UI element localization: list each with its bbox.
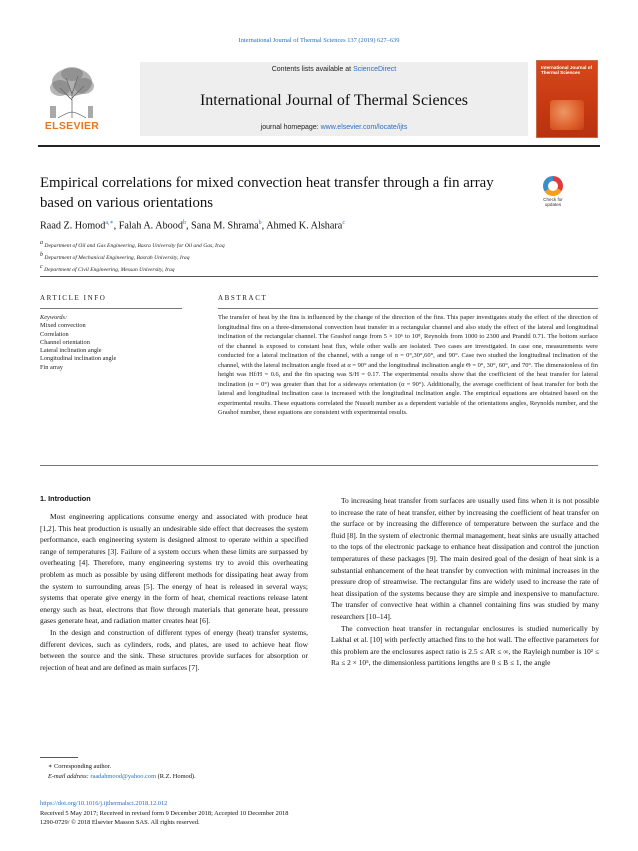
- affiliation-item: [40, 239, 225, 251]
- author-list: Raad Z. Homod$^{a,∗}$, Falah A. Abood$^b$, Sana M. Shrama$^b$, Ahmed K. Alshara$^c$: [40, 220, 345, 232]
- sciencedirect-link[interactable]: ScienceDirect: [353, 66, 397, 73]
- keyword-item: Fin array: [40, 363, 63, 371]
- author-name[interactable]: Ahmed K. Alshara: [266, 220, 343, 232]
- cover-title: International Journal of Thermal Sciences: [541, 65, 593, 76]
- contents-prefix: Contents lists available at: [271, 66, 354, 73]
- body-paragraph: Most engineering applications consume energy and associated with produce heat [1,2]. This heat production is usually an undesirable side effect that decreases the system performance, each engineering system is designed almost to operate within a specified range of temperatures [3]. Failure of a system occurs when these limits are surpassed by overheating [4]. Therefore, many engineering systems try to avoid this overheating problem as much as possible by using different methods for dissipating heat away from the system to surrounding areas [5]. The energy of heat is released in several ways; systems that operate give energy in the form of heat, chemical reactions release latent energy such as heat, electrons that flow through materials that generate heat, pressure gases generate heat, and radiation matter creates heat [6].: [40, 512, 308, 626]
- keyword-item: Mixed convection: [40, 322, 86, 330]
- body-column-right: [331, 495, 599, 669]
- abstract-divider: [218, 308, 598, 309]
- contents-line: [140, 66, 528, 73]
- author-email-link[interactable]: raadahmood@yahoo.com: [90, 772, 157, 780]
- footnote-divider: [40, 757, 78, 758]
- email-label: E-mail address:: [48, 772, 91, 780]
- affiliation-mark: a: [40, 240, 43, 246]
- article-info-heading: ARTICLE INFO: [40, 294, 107, 302]
- author-affiliation-mark[interactable]: b: [182, 220, 186, 226]
- affiliation-text: Department of Mechanical Engineering, Basrah University, Iraq: [44, 255, 190, 262]
- author-name[interactable]: Falah A. Abood: [118, 220, 183, 232]
- affiliation-divider: [40, 276, 598, 277]
- doi-link[interactable]: https://doi.org/10.1016/j.ijthermalsci.2018.12.012: [40, 800, 168, 807]
- masthead: [38, 60, 600, 140]
- body-paragraph: To increasing heat transfer from surfaces are usually used fins when it is not possible to increase the rate of heat transfer, either by increasing the coefficient of heat transfer on the surface or by increasing the difference of temperature between the surface and the fluid [8]. In the system of electronic thermal management, heat sinks are usually attached to the tops of the electronic package to enhance heat dissipation and control the junction temperatures of these packages [9]. The main desired goal of the design of heat sink is a substantial enhancement of the heat transfer by convection with minimal increases in the pressure drop of streamwise. The rectangular fins are widely used to increase the rate of heat dissipation of the systems because they are simple and inexpensive to manufacture. The transfer of convective heat within a channel containing fins was studied by many researchers [10–14].: [331, 496, 599, 621]
- body-paragraph: The convection heat transfer in rectangular enclosures is studied numerically by Lakhal et al. [10] with perfectly attached fins to the hot wall. The effective parameters for this problem are the enclosures aspect ratio is 2.5 ≤ AR ≤ ∞, the Rayleigh number is 10² ≤ Ra ≤ 2 × 10⁵, the dimensionless partitions lengths are 0 ≤ B ≤ 1, the angle: [331, 623, 599, 668]
- section-heading-introduction: 1. Introduction: [40, 494, 91, 503]
- body-column-left: [40, 511, 308, 673]
- email-suffix: (R.Z. Homod).: [156, 772, 196, 780]
- email-line: [48, 772, 196, 782]
- affiliation-text: Department of Civil Engineering, Messan University, Iraq: [44, 267, 175, 274]
- copyright-line: 1290-0729/ © 2018 Elsevier Masson SAS. All rights reserved.: [40, 819, 200, 826]
- crossmark-icon-center: [548, 181, 558, 191]
- affiliation-item: [40, 251, 225, 263]
- keyword-item: Channel orientation: [40, 338, 90, 346]
- homepage-prefix: journal homepage:: [260, 124, 321, 131]
- article-info-divider: [40, 308, 182, 309]
- journal-cover-thumbnail[interactable]: [536, 60, 598, 138]
- doi-block: [40, 799, 288, 828]
- body-paragraph: In the design and construction of different types of energy (heat) transfer systems, different devices, such as cylinders, rods, and plates, are used to achieve heat flow between the source and the sink. These structures provide surfaces for absorption or rejection of heat and are defined as main surfaces [7].: [40, 627, 308, 672]
- crossmark-label: Check for updates: [543, 197, 563, 207]
- footnotes: [48, 762, 196, 781]
- keywords-label: Keywords:: [40, 314, 68, 321]
- abstract-heading: ABSTRACT: [218, 294, 268, 302]
- author-name[interactable]: Raad Z. Homod: [40, 220, 106, 232]
- crossmark-button[interactable]: [538, 176, 568, 210]
- affiliation-list: [40, 239, 225, 275]
- front-matter-divider: [40, 465, 598, 466]
- paper-title: Empirical correlations for mixed convection heat transfer through a fin array based on various orientations: [40, 175, 494, 211]
- affiliation-text: Department of Oil and Gas Engineering, Basra University for Oil and Gas, Iraq: [44, 242, 225, 249]
- keyword-item: Lateral inclination angle: [40, 347, 102, 355]
- journal-homepage-link[interactable]: www.elsevier.com/locate/ijts: [320, 124, 408, 131]
- cover-artwork: [550, 100, 584, 130]
- keyword-item: Correlation: [40, 330, 69, 338]
- journal-header-box: [140, 62, 528, 136]
- affiliation-mark: b: [40, 252, 43, 259]
- author-affiliation-mark[interactable]: a,∗: [105, 220, 114, 226]
- keyword-item: Longitudinal inclination angle: [40, 355, 117, 363]
- abstract-text: The transfer of heat by the fins is influenced by the change of the direction of the fins. This paper investigates study the effect of the direction of longitudinal fins on a three-dimensional convection heat transfer in a rectangular channel and also study the effect of the lateral and longitudinal inclination of the rectangular channel. The Grashof range from 5 × 10⁶ to 10⁸, Reynolds from 1000 to 2300 and Prandtl 0.71. The bottom surface of the channel is exposed to constant heat flux, while other walls are isolated. Two cases are investigated. In case one, measurements were conducted for a lateral inclination of the channel, with a range of α = 0°,30°,60°, and 90°. Case two studied the longitudinal inclination of the channel, with the lateral inclination angle fixed at α = 90° and the longitudinal inclination angle Θ = 0°, 30°, 60°, and 70°. The dimensionless of fin height was Hf/H = 0.6, and the fin spacing was S/H = 0.17. The experimental results show that the coefficient of the heat transfer for lateral inclination (α = 0°) was greater than that for a sideways orientation (α = 90°). Additionally, the average coefficient of heat transfer for both the lateral and longitudinal inclination case is increased with the longitudinal inclination angle. The empirical equations are obtained based on the experimental results. These equations correlated the Nusselt number as a dependent variable of the orientations angles, Reynolds number, and the Grashof number, these equations are consistent with experimental results.: [218, 314, 598, 416]
- received-dates: Received 5 May 2017; Received in revised form 9 December 2018; Accepted 10 December 2018: [40, 809, 289, 817]
- affiliation-item: [40, 263, 225, 275]
- masthead-divider: [38, 145, 600, 147]
- keywords-block: [40, 314, 116, 372]
- author-name[interactable]: Sana M. Shrama: [191, 220, 259, 232]
- author-affiliation-mark[interactable]: b: [258, 220, 262, 226]
- journal-title: International Journal of Thermal Sciences: [199, 92, 469, 109]
- journal-citation[interactable]: International Journal of Thermal Sciences 137 (2019) 627–639: [238, 37, 400, 44]
- affiliation-mark: c: [40, 264, 43, 271]
- corresponding-author-note: ∗ Corresponding author.: [48, 763, 112, 770]
- publisher-logo-text: ELSEVIER: [44, 120, 100, 132]
- homepage-line: [140, 124, 528, 131]
- author-affiliation-mark[interactable]: c: [342, 220, 345, 226]
